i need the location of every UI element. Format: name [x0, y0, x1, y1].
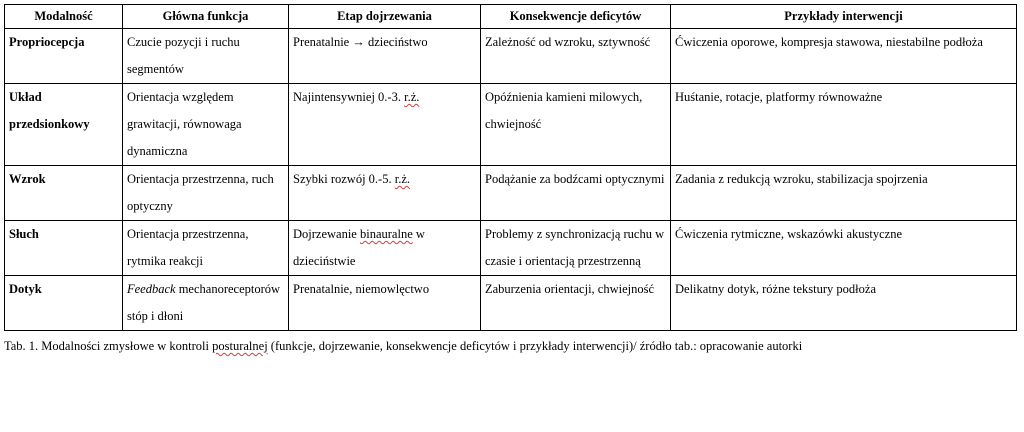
header-maturation-stage: Etap dojrzewania	[289, 5, 481, 29]
modality-cell: Układ przedsionkowy	[5, 84, 123, 166]
function-italic-text: Feedback	[127, 282, 176, 296]
table-row	[5, 166, 1017, 221]
table-row	[5, 29, 1017, 84]
table-row	[5, 84, 1017, 166]
interventions-cell: Huśtanie, rotacje, platformy równoważne	[671, 84, 1017, 166]
maturation-cell	[289, 221, 481, 276]
table-caption	[4, 334, 934, 358]
maturation-cell	[289, 166, 481, 221]
table-row	[5, 221, 1017, 276]
function-text: mechanoreceptorów stóp i dłoni	[127, 282, 281, 323]
maturation-text: w dzieciństwie	[293, 227, 425, 268]
caption-text: Tab. 1. Modalności zmysłowe w kontroli	[4, 339, 213, 353]
spellcheck-marked-text: r.ż.	[404, 90, 420, 104]
modality-cell: Wzrok	[5, 166, 123, 221]
interventions-cell: Ćwiczenia oporowe, kompresja stawowa, niestabilne podłoża	[671, 29, 1017, 84]
deficits-cell: Podążanie za bodźcami optycznymi	[481, 166, 671, 221]
function-cell: Orientacja przestrzenna, ruch optyczny	[123, 166, 289, 221]
function-cell: Orientacja względem grawitacji, równowaga dynamiczna	[123, 84, 289, 166]
modality-cell: Propriocepcja	[5, 29, 123, 84]
spellcheck-marked-text: r.ż.	[394, 172, 411, 186]
modality-cell: Dotyk	[5, 276, 123, 331]
maturation-cell	[289, 84, 481, 166]
interventions-cell: Delikatny dotyk, różne tekstury podłoża	[671, 276, 1017, 331]
interventions-cell: Zadania z redukcją wzroku, stabilizacja spojrzenia	[671, 166, 1017, 221]
function-cell	[123, 276, 289, 331]
document-page	[4, 4, 1016, 358]
maturation-text: Dojrzewanie	[293, 227, 360, 241]
header-deficit-consequences: Konsekwencje deficytów	[481, 5, 671, 29]
spellcheck-marked-text: binauralne	[359, 227, 413, 241]
function-cell: Czucie pozycji i ruchu segmentów	[123, 29, 289, 84]
table-row	[5, 276, 1017, 331]
caption-text: (funkcje, dojrzewanie, konsekwencje deficytów i przykłady interwencji)/ źródło tab.: opracowanie autorki	[267, 339, 803, 353]
header-intervention-examples: Przykłady interwencji	[671, 5, 1017, 29]
maturation-cell: Prenatalnie, niemowlęctwo	[289, 276, 481, 331]
function-cell: Orientacja przestrzenna, rytmika reakcji	[123, 221, 289, 276]
header-modality: Modalność	[5, 5, 123, 29]
deficits-cell: Problemy z synchronizacją ruchu w czasie i orientacją przestrzenną	[481, 221, 671, 276]
modality-cell: Słuch	[5, 221, 123, 276]
deficits-cell: Opóźnienia kamieni milowych, chwiejność	[481, 84, 671, 166]
table-header-row	[5, 5, 1017, 29]
deficits-cell: Zależność od wzroku, sztywność	[481, 29, 671, 84]
maturation-text: Najintensywniej 0.-3.	[293, 90, 405, 104]
spellcheck-marked-text: posturalnej	[212, 339, 268, 353]
sensory-modalities-table	[4, 4, 1017, 331]
deficits-cell: Zaburzenia orientacji, chwiejność	[481, 276, 671, 331]
maturation-text: Szybki rozwój 0.-5.	[293, 172, 395, 186]
interventions-cell: Ćwiczenia rytmiczne, wskazówki akustyczne	[671, 221, 1017, 276]
header-main-function: Główna funkcja	[123, 5, 289, 29]
maturation-cell: Prenatalnie → dzieciństwo	[289, 29, 481, 84]
